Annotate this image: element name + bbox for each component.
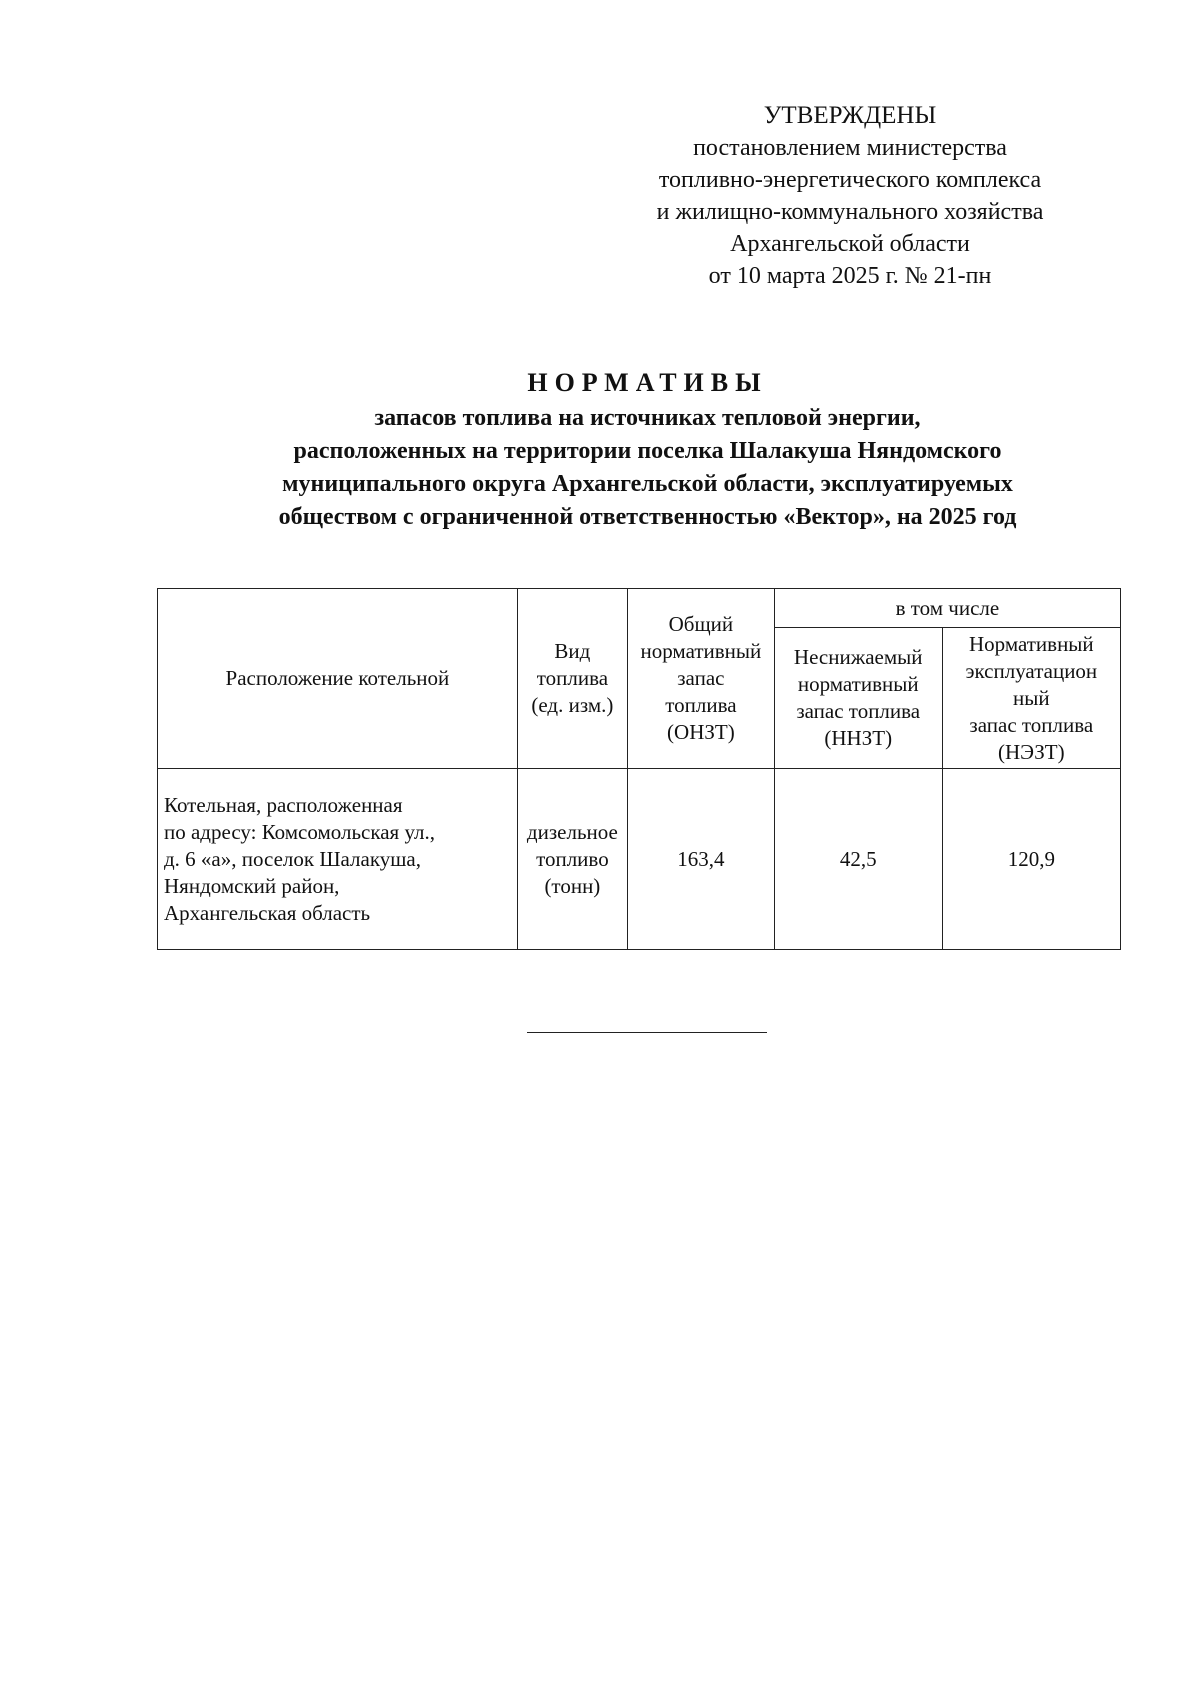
header-including: в том числе (774, 589, 1120, 628)
document-subtitle-line: расположенных на территории поселка Шалакуша Няндомского (293, 438, 1002, 464)
header-nnzt: Неснижаемый нормативный запас топлива (ННЗТ) (774, 628, 942, 769)
cell-total-reserve: 163,4 (627, 769, 774, 950)
approval-line: и жилищно-коммунального хозяйства (656, 199, 1044, 225)
approval-line: Архангельской области (730, 231, 970, 257)
document-title-block (150, 366, 1145, 534)
header-fuel-type: Вид топлива (ед. изм.) (517, 589, 627, 769)
header-nezt: Нормативный эксплуатацион ный запас топлива (НЭЗТ) (942, 628, 1120, 769)
approval-block (630, 100, 1070, 292)
cell-nezt: 120,9 (942, 769, 1120, 950)
closing-divider-line (527, 1032, 767, 1033)
document-subtitle-line: обществом с ограниченной ответственностью «Вектор», на 2025 год (278, 504, 1017, 530)
header-total-reserve: Общий нормативный запас топлива (ОНЗТ) (627, 589, 774, 769)
table-row (158, 769, 1121, 950)
approval-line: топливно-энергетического комплекса (658, 167, 1042, 193)
document-title: НОРМАТИВЫ (527, 368, 768, 397)
document-subtitle-line: муниципального округа Архангельской области, эксплуатируемых (282, 471, 1013, 497)
fuel-norms-table (157, 588, 1121, 950)
approval-line: постановлением министерства (693, 135, 1007, 161)
approval-heading: УТВЕРЖДЕНЫ (763, 102, 937, 129)
cell-nnzt: 42,5 (774, 769, 942, 950)
table-header-row (158, 589, 1121, 628)
cell-fuel-type: дизельное топливо (тонн) (517, 769, 627, 950)
document-subtitle-line: запасов топлива на источниках тепловой энергии, (374, 405, 921, 431)
cell-location: Котельная, расположенная по адресу: Комсомольская ул., д. 6 «а», поселок Шалакуша, Няндомский район, Архангельская область (158, 769, 518, 950)
header-location: Расположение котельной (158, 589, 518, 769)
approval-date-number: от 10 марта 2025 г. № 21-пн (708, 263, 992, 289)
